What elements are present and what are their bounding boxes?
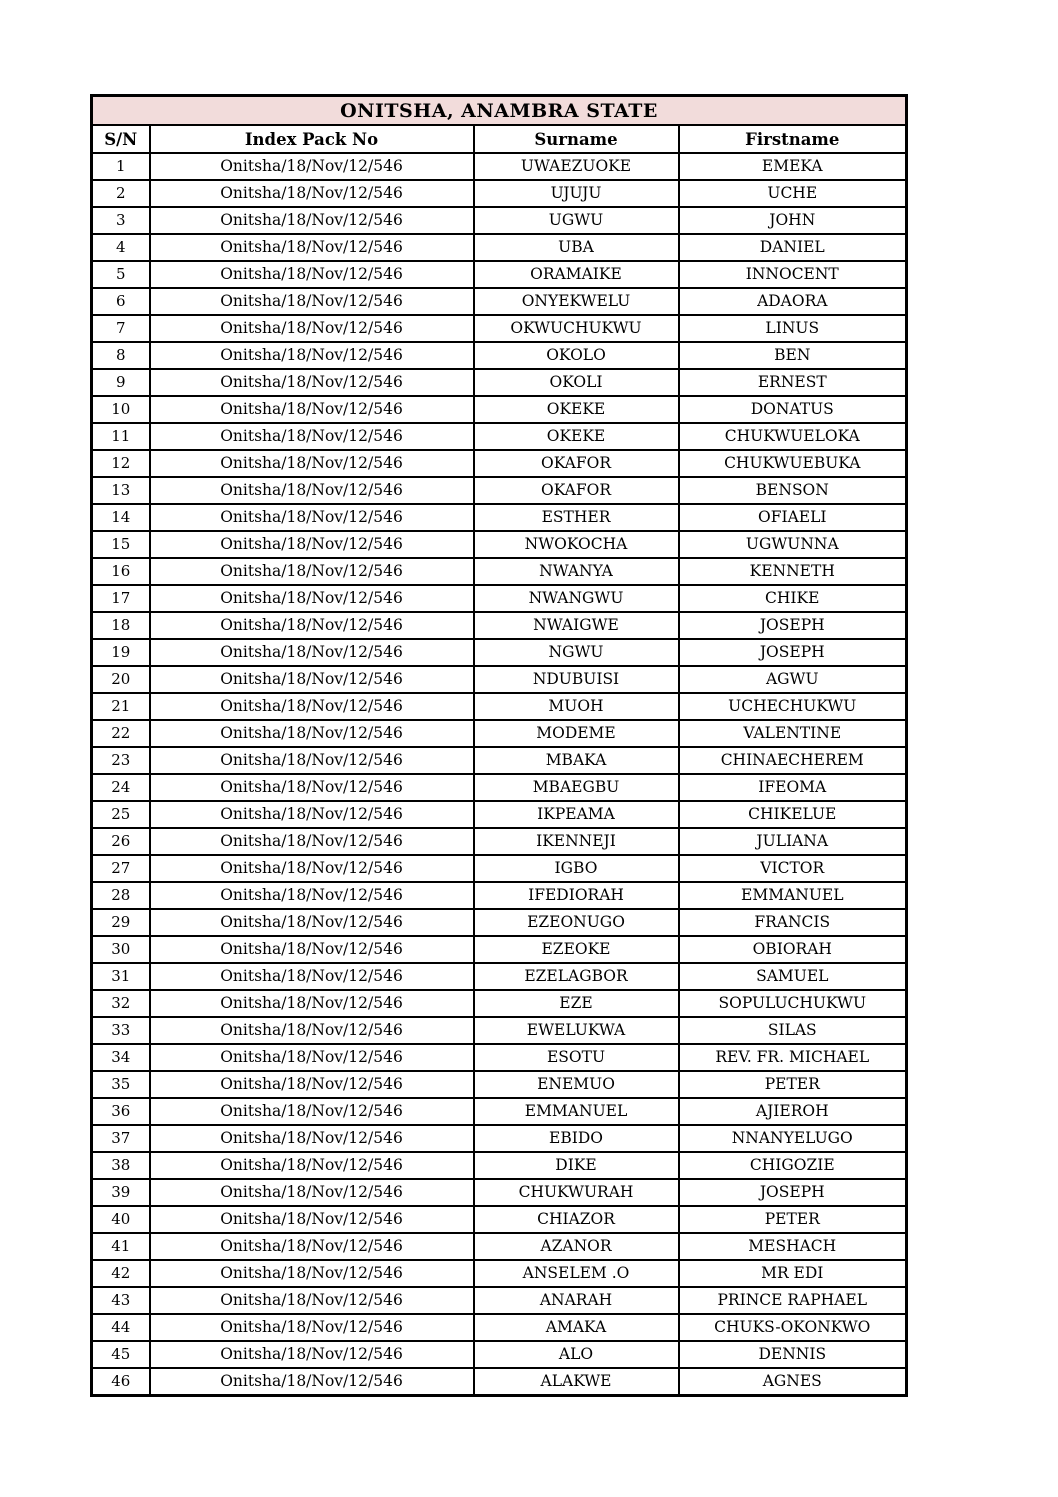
cell-surname: OKAFOR [474, 477, 679, 504]
cell-index-pack-no: Onitsha/18/Nov/12/546 [150, 1368, 474, 1396]
column-header-firstname: Firstname [679, 125, 907, 153]
cell-surname: OKAFOR [474, 450, 679, 477]
cell-firstname: CHIKELUE [679, 801, 907, 828]
cell-sn: 7 [92, 315, 150, 342]
cell-surname: OKWUCHUKWU [474, 315, 679, 342]
table-row [92, 909, 907, 936]
cell-firstname: JULIANA [679, 828, 907, 855]
table-row [92, 504, 907, 531]
cell-firstname: JOSEPH [679, 612, 907, 639]
cell-index-pack-no: Onitsha/18/Nov/12/546 [150, 288, 474, 315]
table-row [92, 693, 907, 720]
cell-surname: IFEDIORAH [474, 882, 679, 909]
cell-firstname: DONATUS [679, 396, 907, 423]
cell-sn: 31 [92, 963, 150, 990]
cell-firstname: DENNIS [679, 1341, 907, 1368]
cell-index-pack-no: Onitsha/18/Nov/12/546 [150, 909, 474, 936]
cell-index-pack-no: Onitsha/18/Nov/12/546 [150, 1260, 474, 1287]
cell-index-pack-no: Onitsha/18/Nov/12/546 [150, 1314, 474, 1341]
cell-firstname: JOSEPH [679, 1179, 907, 1206]
cell-index-pack-no: Onitsha/18/Nov/12/546 [150, 180, 474, 207]
table-row [92, 1287, 907, 1314]
cell-firstname: PETER [679, 1206, 907, 1233]
table-row [92, 342, 907, 369]
cell-index-pack-no: Onitsha/18/Nov/12/546 [150, 963, 474, 990]
cell-sn: 28 [92, 882, 150, 909]
cell-surname: ENEMUO [474, 1071, 679, 1098]
cell-sn: 41 [92, 1233, 150, 1260]
cell-index-pack-no: Onitsha/18/Nov/12/546 [150, 801, 474, 828]
cell-sn: 16 [92, 558, 150, 585]
cell-firstname: PETER [679, 1071, 907, 1098]
cell-sn: 5 [92, 261, 150, 288]
cell-surname: OKEKE [474, 396, 679, 423]
cell-firstname: OBIORAH [679, 936, 907, 963]
cell-index-pack-no: Onitsha/18/Nov/12/546 [150, 153, 474, 180]
cell-surname: NGWU [474, 639, 679, 666]
cell-firstname: VICTOR [679, 855, 907, 882]
cell-index-pack-no: Onitsha/18/Nov/12/546 [150, 1233, 474, 1260]
table-row [92, 369, 907, 396]
cell-index-pack-no: Onitsha/18/Nov/12/546 [150, 477, 474, 504]
cell-surname: UBA [474, 234, 679, 261]
cell-sn: 2 [92, 180, 150, 207]
cell-firstname: SAMUEL [679, 963, 907, 990]
cell-index-pack-no: Onitsha/18/Nov/12/546 [150, 207, 474, 234]
cell-sn: 27 [92, 855, 150, 882]
cell-surname: OKEKE [474, 423, 679, 450]
table-row [92, 531, 907, 558]
table-row [92, 1206, 907, 1233]
cell-sn: 33 [92, 1017, 150, 1044]
cell-firstname: JOHN [679, 207, 907, 234]
cell-firstname: EMMANUEL [679, 882, 907, 909]
cell-firstname: REV. FR. MICHAEL [679, 1044, 907, 1071]
cell-index-pack-no: Onitsha/18/Nov/12/546 [150, 666, 474, 693]
table-row [92, 963, 907, 990]
cell-firstname: CHUKWUEBUKA [679, 450, 907, 477]
cell-surname: EZE [474, 990, 679, 1017]
cell-index-pack-no: Onitsha/18/Nov/12/546 [150, 1125, 474, 1152]
cell-firstname: CHUKWUELOKA [679, 423, 907, 450]
cell-surname: UJUJU [474, 180, 679, 207]
cell-surname: IKPEAMA [474, 801, 679, 828]
cell-sn: 29 [92, 909, 150, 936]
cell-firstname: KENNETH [679, 558, 907, 585]
table-row [92, 180, 907, 207]
table-title: ONITSHA, ANAMBRA STATE [92, 96, 907, 126]
table-row [92, 396, 907, 423]
cell-surname: ORAMAIKE [474, 261, 679, 288]
cell-firstname: VALENTINE [679, 720, 907, 747]
cell-surname: ANARAH [474, 1287, 679, 1314]
cell-firstname: PRINCE RAPHAEL [679, 1287, 907, 1314]
table-row [92, 450, 907, 477]
table-row [92, 153, 907, 180]
cell-sn: 9 [92, 369, 150, 396]
cell-index-pack-no: Onitsha/18/Nov/12/546 [150, 450, 474, 477]
cell-firstname: ERNEST [679, 369, 907, 396]
column-header-surname: Surname [474, 125, 679, 153]
cell-sn: 8 [92, 342, 150, 369]
cell-firstname: EMEKA [679, 153, 907, 180]
cell-sn: 15 [92, 531, 150, 558]
cell-surname: EZELAGBOR [474, 963, 679, 990]
cell-firstname: CHINAECHEREM [679, 747, 907, 774]
cell-sn: 36 [92, 1098, 150, 1125]
cell-firstname: IFEOMA [679, 774, 907, 801]
cell-sn: 10 [92, 396, 150, 423]
cell-sn: 24 [92, 774, 150, 801]
table-row [92, 207, 907, 234]
table-row [92, 1314, 907, 1341]
cell-index-pack-no: Onitsha/18/Nov/12/546 [150, 369, 474, 396]
cell-index-pack-no: Onitsha/18/Nov/12/546 [150, 1017, 474, 1044]
table-row [92, 774, 907, 801]
cell-index-pack-no: Onitsha/18/Nov/12/546 [150, 504, 474, 531]
cell-surname: NWOKOCHA [474, 531, 679, 558]
cell-index-pack-no: Onitsha/18/Nov/12/546 [150, 990, 474, 1017]
cell-sn: 42 [92, 1260, 150, 1287]
table-row [92, 828, 907, 855]
cell-sn: 25 [92, 801, 150, 828]
cell-sn: 17 [92, 585, 150, 612]
cell-index-pack-no: Onitsha/18/Nov/12/546 [150, 936, 474, 963]
cell-surname: ESTHER [474, 504, 679, 531]
cell-firstname: SOPULUCHUKWU [679, 990, 907, 1017]
cell-sn: 20 [92, 666, 150, 693]
cell-sn: 40 [92, 1206, 150, 1233]
cell-surname: NWANGWU [474, 585, 679, 612]
cell-surname: EZEONUGO [474, 909, 679, 936]
cell-index-pack-no: Onitsha/18/Nov/12/546 [150, 1044, 474, 1071]
table-row [92, 855, 907, 882]
cell-surname: OKOLI [474, 369, 679, 396]
cell-surname: ESOTU [474, 1044, 679, 1071]
cell-sn: 23 [92, 747, 150, 774]
table-row [92, 612, 907, 639]
table-row [92, 882, 907, 909]
table-row [92, 423, 907, 450]
cell-surname: UWAEZUOKE [474, 153, 679, 180]
cell-firstname: BENSON [679, 477, 907, 504]
cell-index-pack-no: Onitsha/18/Nov/12/546 [150, 882, 474, 909]
table-row [92, 1233, 907, 1260]
cell-sn: 30 [92, 936, 150, 963]
table-row [92, 990, 907, 1017]
cell-firstname: AGNES [679, 1368, 907, 1396]
cell-surname: EZEOKE [474, 936, 679, 963]
cell-sn: 13 [92, 477, 150, 504]
cell-surname: OKOLO [474, 342, 679, 369]
cell-surname: NDUBUISI [474, 666, 679, 693]
cell-firstname: LINUS [679, 315, 907, 342]
title-row [92, 96, 907, 126]
cell-firstname: OFIAELI [679, 504, 907, 531]
table-row [92, 1260, 907, 1287]
cell-firstname: AJIEROH [679, 1098, 907, 1125]
cell-sn: 19 [92, 639, 150, 666]
table-row [92, 1098, 907, 1125]
cell-surname: DIKE [474, 1152, 679, 1179]
column-header-index-pack-no: Index Pack No [150, 125, 474, 153]
cell-sn: 32 [92, 990, 150, 1017]
cell-sn: 44 [92, 1314, 150, 1341]
table-row [92, 1125, 907, 1152]
cell-sn: 4 [92, 234, 150, 261]
table-row [92, 1017, 907, 1044]
cell-surname: NWANYA [474, 558, 679, 585]
cell-index-pack-no: Onitsha/18/Nov/12/546 [150, 423, 474, 450]
cell-index-pack-no: Onitsha/18/Nov/12/546 [150, 585, 474, 612]
table-body [92, 153, 907, 1396]
cell-sn: 1 [92, 153, 150, 180]
cell-sn: 39 [92, 1179, 150, 1206]
cell-index-pack-no: Onitsha/18/Nov/12/546 [150, 1287, 474, 1314]
table-row [92, 1044, 907, 1071]
cell-surname: ONYEKWELU [474, 288, 679, 315]
cell-firstname: CHIGOZIE [679, 1152, 907, 1179]
cell-surname: ALO [474, 1341, 679, 1368]
table-row [92, 747, 907, 774]
table-row [92, 477, 907, 504]
cell-sn: 46 [92, 1368, 150, 1396]
cell-sn: 38 [92, 1152, 150, 1179]
table-row [92, 315, 907, 342]
cell-surname: ALAKWE [474, 1368, 679, 1396]
cell-index-pack-no: Onitsha/18/Nov/12/546 [150, 396, 474, 423]
table-row [92, 585, 907, 612]
cell-index-pack-no: Onitsha/18/Nov/12/546 [150, 558, 474, 585]
cell-sn: 14 [92, 504, 150, 531]
cell-surname: MBAEGBU [474, 774, 679, 801]
cell-sn: 37 [92, 1125, 150, 1152]
cell-surname: MUOH [474, 693, 679, 720]
cell-firstname: DANIEL [679, 234, 907, 261]
cell-index-pack-no: Onitsha/18/Nov/12/546 [150, 774, 474, 801]
column-header-sn: S/N [92, 125, 150, 153]
cell-surname: UGWU [474, 207, 679, 234]
cell-surname: IGBO [474, 855, 679, 882]
cell-firstname: UCHE [679, 180, 907, 207]
cell-sn: 3 [92, 207, 150, 234]
cell-firstname: MESHACH [679, 1233, 907, 1260]
table-row [92, 1071, 907, 1098]
roster-table [90, 94, 908, 1397]
cell-index-pack-no: Onitsha/18/Nov/12/546 [150, 234, 474, 261]
cell-surname: AMAKA [474, 1314, 679, 1341]
cell-firstname: INNOCENT [679, 261, 907, 288]
cell-surname: EWELUKWA [474, 1017, 679, 1044]
table-row [92, 936, 907, 963]
cell-index-pack-no: Onitsha/18/Nov/12/546 [150, 720, 474, 747]
cell-firstname: MR EDI [679, 1260, 907, 1287]
table-row [92, 1341, 907, 1368]
cell-firstname: CHIKE [679, 585, 907, 612]
cell-firstname: CHUKS-OKONKWO [679, 1314, 907, 1341]
table-row [92, 801, 907, 828]
table-row [92, 1179, 907, 1206]
cell-surname: AZANOR [474, 1233, 679, 1260]
cell-surname: MODEME [474, 720, 679, 747]
cell-surname: CHUKWURAH [474, 1179, 679, 1206]
cell-index-pack-no: Onitsha/18/Nov/12/546 [150, 828, 474, 855]
cell-index-pack-no: Onitsha/18/Nov/12/546 [150, 1179, 474, 1206]
cell-firstname: ADAORA [679, 288, 907, 315]
cell-index-pack-no: Onitsha/18/Nov/12/546 [150, 747, 474, 774]
table-row [92, 1152, 907, 1179]
cell-index-pack-no: Onitsha/18/Nov/12/546 [150, 1098, 474, 1125]
cell-surname: ANSELEM .O [474, 1260, 679, 1287]
cell-firstname: JOSEPH [679, 639, 907, 666]
cell-index-pack-no: Onitsha/18/Nov/12/546 [150, 1341, 474, 1368]
cell-index-pack-no: Onitsha/18/Nov/12/546 [150, 1152, 474, 1179]
cell-surname: EBIDO [474, 1125, 679, 1152]
cell-index-pack-no: Onitsha/18/Nov/12/546 [150, 1071, 474, 1098]
column-header-row [92, 125, 907, 153]
cell-sn: 45 [92, 1341, 150, 1368]
cell-firstname: UCHECHUKWU [679, 693, 907, 720]
cell-surname: CHIAZOR [474, 1206, 679, 1233]
cell-index-pack-no: Onitsha/18/Nov/12/546 [150, 1206, 474, 1233]
cell-sn: 6 [92, 288, 150, 315]
cell-sn: 18 [92, 612, 150, 639]
table-row [92, 666, 907, 693]
cell-sn: 26 [92, 828, 150, 855]
cell-firstname: NNANYELUGO [679, 1125, 907, 1152]
cell-sn: 35 [92, 1071, 150, 1098]
cell-sn: 34 [92, 1044, 150, 1071]
table-row [92, 639, 907, 666]
cell-index-pack-no: Onitsha/18/Nov/12/546 [150, 315, 474, 342]
cell-sn: 43 [92, 1287, 150, 1314]
cell-index-pack-no: Onitsha/18/Nov/12/546 [150, 531, 474, 558]
cell-surname: IKENNEJI [474, 828, 679, 855]
cell-index-pack-no: Onitsha/18/Nov/12/546 [150, 612, 474, 639]
cell-index-pack-no: Onitsha/18/Nov/12/546 [150, 855, 474, 882]
cell-surname: MBAKA [474, 747, 679, 774]
cell-firstname: FRANCIS [679, 909, 907, 936]
cell-index-pack-no: Onitsha/18/Nov/12/546 [150, 261, 474, 288]
cell-sn: 21 [92, 693, 150, 720]
table-row [92, 261, 907, 288]
cell-sn: 11 [92, 423, 150, 450]
cell-index-pack-no: Onitsha/18/Nov/12/546 [150, 639, 474, 666]
table-row [92, 1368, 907, 1396]
cell-firstname: SILAS [679, 1017, 907, 1044]
table-row [92, 720, 907, 747]
cell-index-pack-no: Onitsha/18/Nov/12/546 [150, 693, 474, 720]
cell-surname: EMMANUEL [474, 1098, 679, 1125]
table-row [92, 234, 907, 261]
table-row [92, 558, 907, 585]
cell-sn: 12 [92, 450, 150, 477]
cell-sn: 22 [92, 720, 150, 747]
table-row [92, 288, 907, 315]
cell-firstname: BEN [679, 342, 907, 369]
cell-index-pack-no: Onitsha/18/Nov/12/546 [150, 342, 474, 369]
cell-firstname: UGWUNNA [679, 531, 907, 558]
cell-firstname: AGWU [679, 666, 907, 693]
cell-surname: NWAIGWE [474, 612, 679, 639]
